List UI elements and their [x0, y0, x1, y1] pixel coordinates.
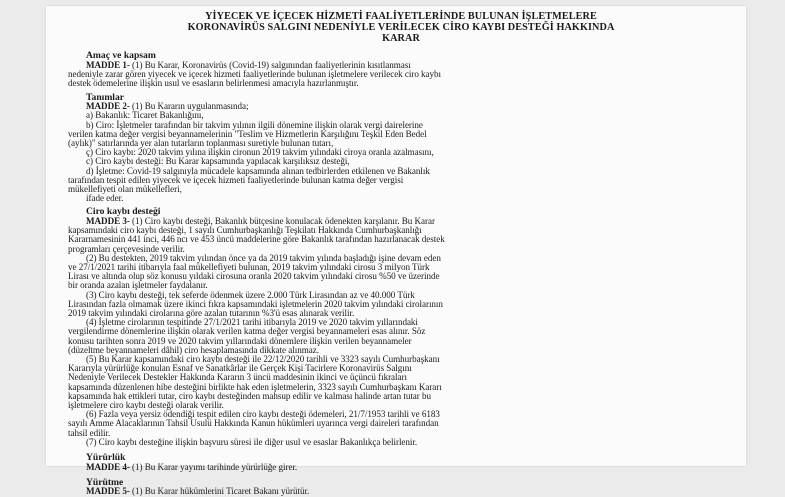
text-line: 2019 takvim yılındaki cirolarına göre azalan tutarının %3'ü esas alınarak verilir.: [68, 308, 355, 319]
text-line: nedeniyle zarar gören yiyecek ve içecek hizmeti faaliyetlerinde bulunan işletmelere verilecek ciro kaybı: [68, 69, 442, 80]
text-line: sayılı Amme Alacaklarının Tahsil Usulü Hakkında Kanun hükümleri uyarınca vergi daireleri tarafından: [68, 418, 439, 429]
text-line: Kararıyla yürürlüğe konulan Esnaf ve Sanatkârlar ile Gerçek Kişi Tacirlere Koronavirüs Salgını: [68, 363, 412, 374]
text-line: (2) Bu destekten, 2019 takvim yılından önce ya da 2019 takvim yılında başladığı işine devam eden: [86, 252, 441, 263]
text-line: d) İşletme: Covid-19 salgınıyla mücadele kapsamında alınan tedbirlerden etkilenen ve Bakanlık: [86, 165, 430, 176]
text-line: Lirası ve altında olup söz konusu yıldaki cirosuna oranla 2020 takvim yılındaki cirosu %50 ve üzerinde: [68, 271, 440, 282]
article-label: MADDE 1-: [86, 59, 130, 70]
section: [68, 51, 734, 88]
section-heading: Amaç ve kapsam: [86, 50, 156, 62]
text-line: MADDE 2- (1) Bu Kararın uygulanmasında;: [86, 101, 249, 112]
text-line: (5) Bu Karar kapsamındaki ciro kaybı desteği ile 22/12/2020 tarihli ve 3323 sayılı Cumhurbaşkanı: [86, 354, 440, 365]
text-line: verilen katma değer vergisi beyannamelerinin "Teslim ve Hizmetlerin Karşılığını Teşkil Eden Bedel: [68, 128, 427, 139]
text-line: (düzeltme beyannameleri dâhil) ciro hesaplamasında dikkate alınmaz.: [68, 344, 319, 355]
title-line: KARAR: [382, 32, 420, 44]
document-title: [68, 12, 734, 44]
text-line: mükellefiyeti olan mükellefleri,: [68, 184, 182, 195]
text-line: kapsamında hak ettikleri tutar, ciro kaybı desteğinden mahsup edilir ve kalması halinde artan tutar bu: [68, 390, 431, 401]
text-line: MADDE 1- (1) Bu Karar, Koronavirüs (Covid-19) salgınından faaliyetlerinin kısıtlanması: [86, 59, 411, 70]
section: [68, 478, 734, 497]
text-line: ç) Ciro kaybı: 2020 takvim yılına ilişkin cironun 2019 takvim yılındaki ciroya oranla azalmasını,: [86, 147, 434, 158]
text-line: kapsamındaki ciro kaybı desteği, 1 sayılı Cumhurbaşkanlığı Teşkilatı Hakkında Cumhurbaşkanlığı: [68, 225, 422, 236]
article-label: MADDE 2-: [86, 101, 130, 112]
text-line: Nedeniyle Verilecek Destekler Hakkında Kararın 3 üncü maddesinin ikinci ve üçüncü fıkraları: [68, 372, 407, 383]
article-label: MADDE 3-: [86, 216, 130, 227]
section-heading: Tanımlar: [86, 91, 125, 103]
text-line: tahsil edilir.: [68, 427, 111, 438]
text-line: (aylık)" satırlarında yer alan tutarların toplanması suretiyle bulunan tutarı,: [68, 138, 334, 148]
text-line: c) Ciro kaybı desteği: Bu Karar kapsamında yapılacak karşılıksız desteği,: [86, 156, 350, 167]
document-body: [46, 6, 746, 497]
text-line: MADDE 3- (1) Ciro kaybı desteği, Bakanlık bütçesine konulacak ödenekten karşılanır. Bu Karar: [86, 216, 435, 227]
text-line: programları çerçevesinde verilir.: [68, 243, 185, 254]
section-heading: Yürürlük: [86, 452, 126, 464]
title-line: YİYECEK VE İÇECEK HİZMETİ FAALİYETLERİNDE BULUNAN İŞLETMELERE: [205, 11, 597, 22]
text-line: MADDE 5- (1) Bu Karar hükümlerini Ticaret Bakanı yürütür.: [86, 486, 310, 497]
text-line: (6) Fazla veya yersiz ödendiği tespit edilen ciro kaybı desteği ödemeleri, 21/7/1953 tarihli ve 6183: [86, 409, 440, 420]
text-line: ifade eder.: [86, 193, 124, 204]
text-line: ve 27/1/2021 tarihi itibarıyla faal mükellefiyeti bulunan, 2019 takvim yılındaki cirosu 3 milyon Türk: [68, 262, 430, 273]
text-line: bir oranda azalan işletmeler faydalanır.: [68, 280, 208, 291]
text-line: kapsamında düzenlenen hibe desteğini birlikte hak eden işletmelerin, 3323 sayılı Cumhurbaşkanı Kararı: [68, 381, 442, 392]
section: [68, 93, 734, 204]
text-line: vergilendirme dönemlerine ilişkin olarak verilen katma değer vergisi beyannameleri esas alınır. Söz: [68, 326, 426, 337]
article-label: MADDE 4-: [86, 461, 130, 472]
text-line: Kararnamesinin 441 inci, 446 ncı ve 453 üncü maddelerine göre Bakanlık tarafından hazırlanacak destek: [68, 234, 445, 245]
text-line: destek ödemelerine ilişkin usul ve esasların belirlenmesi amacıyla hazırlanmıştır.: [68, 78, 359, 89]
section: [68, 453, 734, 472]
article-label: MADDE 5-: [86, 486, 130, 497]
text-line: a) Bakanlık: Ticaret Bakanlığını,: [86, 110, 204, 121]
document-page: [46, 6, 746, 497]
text-line: (4) İşletme cirolarının tespitinde 27/1/2021 tarihi itibarıyla 2019 ve 2020 takvim yıllarındaki: [86, 317, 418, 328]
text-line: b) Ciro: İşletmeler tarafından bir takvim yılının ilgili dönemine ilişkin olarak vergi dairelerine: [86, 119, 423, 130]
text-line: MADDE 4- (1) Bu Karar yayımı tarihinde yürürlüğe girer.: [86, 461, 298, 472]
sections-container: [68, 51, 734, 496]
text-line: konusu tarihten sonra 2019 ve 2020 takvim yıllarındaki dönemlere ilişkin verilen beyannameler: [68, 335, 412, 346]
text-line: (7) Ciro kaybı desteğine ilişkin başvuru süresi ile diğer usul ve esaslar Bakanlıkça belirlenir.: [86, 436, 418, 447]
section: [68, 207, 734, 447]
text-line: (3) Ciro kaybı desteği, tek seferde ödenmek üzere 2.000 Türk Lirasından az ve 40.000 Türk: [86, 289, 415, 300]
section-heading: Yürütme: [86, 476, 124, 488]
text-line: Lirasından fazla olmamak üzere ikinci fıkra kapsamındaki işletmelerin 2020 takvim yılındaki cirolarının: [68, 298, 443, 309]
title-line: KORONAVİRÜS SALGINI NEDENİYLE VERİLECEK CİRO KAYBI DESTEĞİ HAKKINDA: [187, 21, 615, 33]
text-line: tarafından tespit edilen yiyecek ve içecek hizmeti faaliyetlerinde bulunan katma değer vergisi: [68, 174, 404, 185]
section-heading: Ciro kaybı desteği: [86, 206, 161, 218]
text-line: işletmelere ciro kaybı desteği olarak verilir.: [68, 400, 224, 411]
